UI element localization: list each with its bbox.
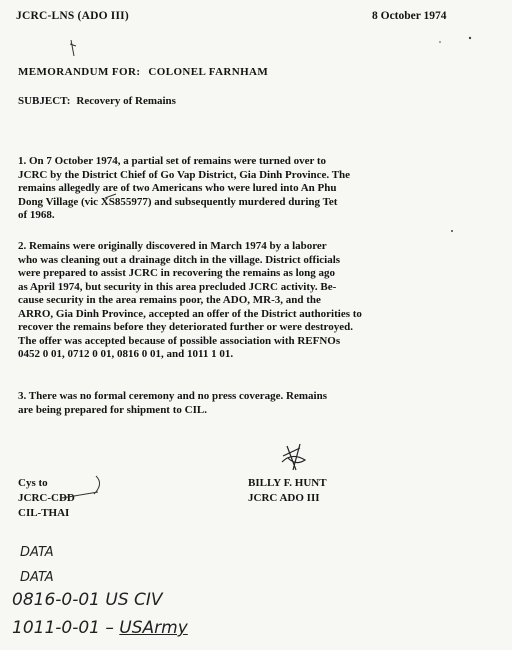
handwritten-code: 1011-0-01 – [12, 618, 114, 638]
subject-value: Recovery of Remains [76, 95, 176, 107]
paragraph-line: 3. There was no formal ceremony and no press coverage. Remains [18, 390, 327, 402]
subject-label: SUBJECT: [18, 95, 71, 107]
handwritten-note-2: DATA [20, 570, 54, 585]
copies-item: CIL-THAI [18, 507, 70, 519]
speck [469, 37, 471, 39]
paragraph-line: of 1968. [18, 209, 55, 221]
memo-for-value: COLONEL FARNHAM [148, 66, 269, 78]
handwritten-note-3: 0816-0-01 US CIV [12, 590, 163, 610]
speck [439, 41, 441, 43]
speck [451, 230, 453, 232]
copies-item: JCRC-CDD [18, 492, 75, 504]
paragraph-line: Dong Village (vic XS855977) and subsequently murdered during Tet [18, 195, 338, 208]
paragraph-line: cause security in the area remains poor, the ADO, MR-3, and the [18, 294, 321, 306]
memo-for-label: MEMORANDUM FOR: [18, 66, 141, 78]
paragraph-line: The offer was accepted because of possible association with REFNOs [18, 334, 341, 347]
signer-title: JCRC ADO III [248, 492, 320, 504]
paragraph-line: ARRO, Gia Dinh Province, accepted an offer of the District authorities to [18, 307, 362, 320]
signature-scribble [282, 444, 305, 470]
stray-mark [70, 40, 76, 56]
copies-label: Cys to [18, 477, 48, 489]
signer-name: BILLY F. HUNT [248, 477, 327, 489]
paragraph-line: JCRC by the District Chief of Go Vap District, Gia Dinh Province. The [18, 168, 351, 181]
paragraph-line: 1. On 7 October 1974, a partial set of remains were turned over to [18, 155, 327, 167]
paragraph-line: as April 1974, but security in this area precluded JCRC activity. Be- [18, 280, 337, 293]
handwritten-annotation: USArmy [119, 618, 188, 638]
paragraph-line: are being prepared for shipment to CIL. [18, 403, 207, 416]
correction-mark [105, 194, 116, 198]
paragraph-line: who was cleaning out a drainage ditch in the village. District officials [18, 253, 341, 266]
paragraph-line: 0452 0 01, 0712 0 01, 0816 0 01, and 1011 1 01. [18, 348, 234, 360]
strikeout-mark [62, 476, 100, 498]
paragraph-line: 2. Remains were originally discovered in March 1974 by a laborer [18, 240, 327, 252]
office-symbol: JCRC-LNS (ADO III) [16, 10, 129, 22]
paragraph-line: were prepared to assist JCRC in recovering the remains as long ago [18, 267, 336, 279]
paragraph-line: remains allegedly are of two Americans who were lured into An Phu [18, 182, 337, 194]
paragraph-line: recover the remains before they deteriorated further or were destroyed. [18, 321, 353, 333]
memo-date: 8 October 1974 [372, 10, 447, 22]
handwritten-note-1: DATA [20, 545, 54, 560]
